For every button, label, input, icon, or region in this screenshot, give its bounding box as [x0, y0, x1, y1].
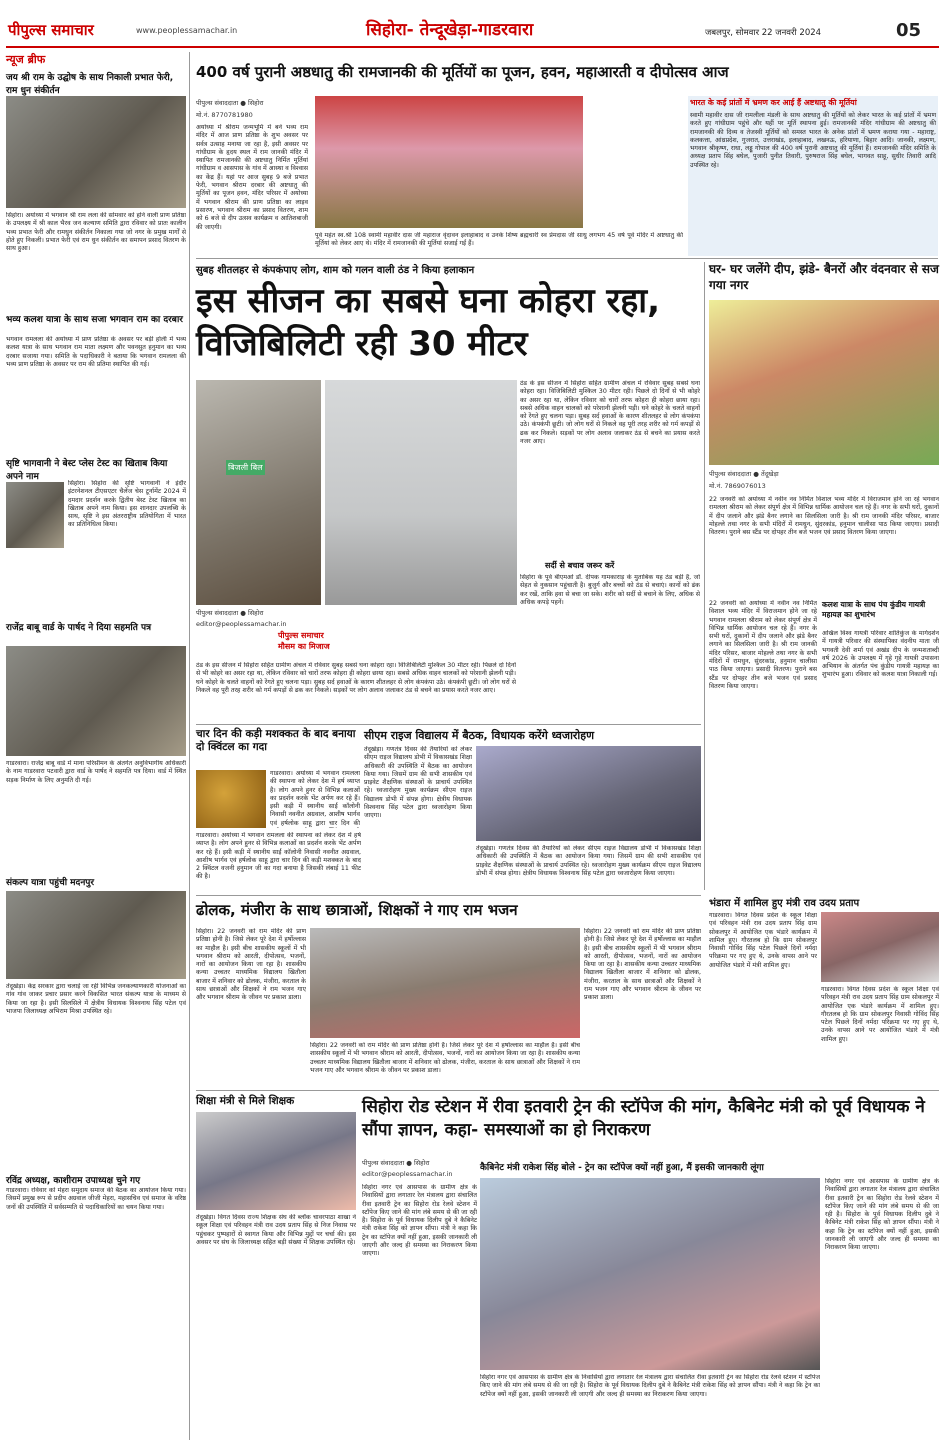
brief-3-title: सृष्टि भागवानी ने बेस्ट प्लेस टेस्ट का खिताब किया अपने नाम — [6, 459, 168, 482]
fog-tips-title: सर्दी से बचाव जरूर करें — [545, 561, 615, 570]
lead-byline: पीपुल्स संवाददाता ● सिहोरा — [196, 99, 264, 107]
teacher-divider — [196, 1090, 939, 1091]
lead-body: अयोध्या में श्रीराम जन्मभूमि में बने भव्य राम मंदिर में आज प्राण प्रतिष्ठा के शुभ अवसर पर सर्वत्र उत्साह मनाया जा रहा है, इसी अवसर पर गांधीग्राम के हृदय स्थल में राम जानकी मंदिर में स्थापित रामजानकी की अष्टधातु निर्मित मूर्तियां गांधीग्राम व आसपास के गांव में आस्था व विश्वास का केंद्र हैं। यहां पर आज सुबह 9 बजे प्रभात फेरी, भगवान श्रीराम दरबार की अष्टधातु की मूर्तियों का पूजन हवन, मंदिर परिसर में अयोध्या में भगवान श्रीराम की प्राण प्रतिष्ठा का लाइव प्रसारण, भगवान श्रीराम का प्रसाद वितरण, शाम को 6 बजे से दीप उत्सव कार्यक्रम व आतिशबाजी की जाएगी। — [196, 124, 308, 231]
brief-1-title: जय श्री राम के उद्घोष के साथ निकाली प्रभात फेरी, राम धुन संकीर्तन — [6, 73, 174, 96]
dholak-headline: ढोलक, मंजीरा के साथ छात्राओं, शिक्षकों ने गाए राम भजन — [196, 901, 518, 919]
news-brief-column — [6, 52, 186, 1442]
cmrise-body: तेंदूखेड़ा। गणतंत्र दिवस की तैयारियों को लेकर सीएम राइज विद्यालय डोभी में विकासखंड शिक्षा अधिकारी की उपस्थिति में बैठक का आयोजन किया गया। जिसमें ग्राम की सभी शासकीय एवं प्राइवेट शैक्षणिक संस्थाओं के प्राचार्य उपस्थित रहे। ध्वजारोहण मुख्य कार्यक्रम सीएम राइज विद्यालय डोभी में संपन्न होगा। क्षेत्रीय विधायक विश्वनाथ सिंह पटेल द्वारा ध्वजारोहण किया जाएगा। — [364, 746, 472, 820]
fog-email: editor@peoplessamachar.in — [196, 620, 287, 628]
train-email: editor@peoplessamachar.in — [362, 1170, 453, 1178]
brief-4-title: राजेंद्र बाबू वार्ड के पार्षद ने दिया सहमति पत्र — [6, 623, 152, 633]
brief-1-body: सिहोरा। अयोध्या में भगवान श्री राम लला की सोमवार को होने वाली प्राण प्रतिष्ठा के उपलक्ष्य में श्री काल भैरव जन कल्याण समिति द्वारा रविवार को प्रातः कालीन भव्य प्रभात फेरी और रामधुन संकीर्तन निकाला गया जो नगर के प्रमुख मार्गों से होते हुए निकली। प्रभात फेरी एवं राम धुन संकीर्तन का समापन प्रसाद वितरण के साथ हुआ। — [6, 212, 186, 253]
ghar-byline: पीपुल्स संवाददाता ● तेंदूखेड़ा — [709, 470, 779, 478]
bhandara-body: गाडरवारा। विगत दिवस प्रदेश के स्कूल शिक्षा एवं परिवहन मंत्री राव उदय प्रताप सिंह ग्राम सोकलपुर में आयोजित एक भंडारे कार्यक्रम में शामिल हुए। गौरतलब हो कि ग्राम सोकलपुर निवासी गोविंद सिंह पटेल पिछले दिनों नर्मदा परिक्रमा पर गए हुए थे, उनके वापस आने पर आयोजित भंडारे में मंत्री शामिल हुए। — [709, 912, 817, 969]
brief-5-body: तेंदूखेड़ा। केंद्र सरकार द्वारा चलाई जा रही विभिन्न जनकल्याणकारी योजनाओं का गांव गांव जाकर प्रचार प्रसार करने विकसित भारत संकल्प यात्रा के माध्यम से किया जा रहा है। इसी सिलसिले में क्षेत्रीय विधायक विश्वनाथ सिंह पटेल एवं भाजपा जिलाध्यक्ष अभिराम मिश्रा उपस्थित रहे। — [6, 983, 186, 1015]
lead-caption: पूर्व महंत स्व.श्री 108 स्वामी महावीर दास जी महाराज वृंदावन इलाहाबाद व उनके शिष्य ब्रह्मचारी स्व प्रेमदास जी साधु लगभग 45 वर्ष पूर्व मंदिर में अष्टधातु की मूर्तियां को लेकर आए थे। मंदिर में रामजानकी की मूर्तियां सजाई गईं हैं। — [315, 232, 683, 248]
lead-phone: मो.नं. 8770781980 — [196, 111, 253, 119]
brief-3-body: सिहोरा। सिहोरा की सृष्टि भागवानी ने इंदौर इंटरनेशनल टीएसएटर चैलेंज चेस टूर्नामेंट 2024 में दमदार प्रदर्शन करके द्वितीय बेस्ट टेस्ट खिताब का खिताब अपने नाम किया। इस शानदार उपलब्धि के साथ, सृष्टि ने इस अंतरराष्ट्रीय प्रतियोगिता में भारत का प्रतिनिधित्व किया। — [68, 480, 186, 529]
cmrise-photo — [476, 746, 701, 841]
fog-byline: पीपुल्स संवाददाता ● सिहोरा — [196, 609, 264, 617]
bhandara-photo — [821, 912, 939, 982]
brief-5-title: संकल्प यात्रा पहुंची मदनपुर — [6, 878, 95, 888]
brief-1-photo — [6, 96, 186, 208]
lead-photo-murti — [315, 96, 583, 228]
lead-sidebar-title: भारत के कई प्रांतों में भ्रमण कर आई हैं अष्टधातु की मूर्तियां — [690, 98, 857, 107]
dholak-body-continued: सिहोरा। 22 जनवरी को राम मंदिर की प्राण प्रतिष्ठा होनी है। जिसे लेकर पूरे देश में हर्षोल्लास का माहौल है। इसी बीच शासकीय स्कूलों में भी भगवान श्रीराम को आरती, दीपोत्सव, भजनों, नारों का आयोजन किया जा रहा है। शासकीय कन्या उच्चतर माध्यमिक विद्यालय खितौला बाजार में शनिवार को ढोलक, मंजीरा, करताल के साथ छात्राओं और शिक्षकों ने राम भजन गाए और भगवान श्रीराम के जीवन पर प्रकाश डाला। — [310, 1042, 580, 1074]
mausam-label: मौसम का मिजाज — [278, 642, 330, 651]
kalash-title: कलश यात्रा के साथ पंच कुंडीय गायत्री महायज्ञ का शुभारंभ — [822, 600, 926, 619]
ghar-phone: मो.नं. 7869076013 — [709, 482, 766, 490]
train-byline: पीपुल्स संवाददाता ● सिहोरा — [362, 1159, 430, 1167]
website-url: www.peoplessamachar.in — [136, 26, 238, 35]
teacher-photo — [196, 1112, 356, 1210]
dholak-body-right: सिहोरा। 22 जनवरी को राम मंदिर की प्राण प्रतिष्ठा होनी है। जिसे लेकर पूरे देश में हर्षोल्लास का माहौल है। इसी बीच शासकीय स्कूलों में भी भगवान श्रीराम को आरती, दीपोत्सव, भजनों, नारों का आयोजन किया जा रहा है। शासकीय कन्या उच्चतर माध्यमिक विद्यालय खितौला बाजार में शनिवार को ढोलक, मंजीरा, करताल के साथ छात्राओं और शिक्षकों ने राम भजन गाए और भगवान श्रीराम के जीवन पर प्रकाश डाला। — [584, 928, 701, 1002]
column-divider — [189, 52, 190, 1440]
fog-tips-body: सिहोरा के पूर्व बीएमओ डॉ. दीपक गामकाराड़ के मुताबिक यह ठंड बड़ी है, जो सेहत से नुकसान पहुंचाती है। बुजुर्ग और बच्चों को ठंड से बचाएं। कानों को ढंक कर रखें, ताकि हवा से बचा जा सके। शरीर को सर्दी से बचाने के लिए, अधिक से अधिक कपड़े पहनें। — [520, 574, 700, 606]
brief-3-photo — [6, 482, 64, 548]
fog-body-right: ठंड के इस सीजन में सिहोरा सहित ग्रामीण अंचल में रविवार सुबह सबसे घना कोहरा रहा। विजिबिलिटी मुश्किल 30 मीटर रही। पिछले दो दिनों से भी कोहरे का असर रहा था, लेकिन रविवार को चारों तरफ कोहरा ही कोहरा छाया रहा। सबसे अधिक वाहन चालकों को परेशानी झेलनी पड़ी। घने कोहरे के चलते वाहनों को रेंगते हुए चलना पड़ा। सुबह सर्द हवाओं के कारण शीतलहर से लोग कंपकंपा उठे। कंपकंपी छूटी। जो लोग घरों से निकले वह पूरी तरह शरीर को गर्म कपड़ों से ढक कर निकले। सड़कों पर लोग अलाव जलाकर ठंड से बचने का प्रयास करते नजर आए। — [520, 380, 700, 446]
bhandara-body-right: गाडरवारा। विगत दिवस प्रदेश के स्कूल शिक्षा एवं परिवहन मंत्री राव उदय प्रताप सिंह ग्राम सोकलपुर में आयोजित एक भंडारे कार्यक्रम में शामिल हुए। गौरतलब हो कि ग्राम सोकलपुर निवासी गोविंद सिंह पटेल पिछले दिनों नर्मदा परिक्रमा पर गए हुए थे, उनके वापस आने पर आयोजित भंडारे में मंत्री शामिल हुए। — [821, 986, 939, 1043]
brief-6-title: रविंद्र अध्यक्ष, काशीराम उपाध्यक्ष चुने गए — [6, 1176, 141, 1186]
lead-headline: 400 वर्ष पुरानी अष्ठधातु की रामजानकी की मूर्तियों का पूजन, हवन, महाआरती व दीपोत्सव आज — [196, 63, 729, 81]
brief-4-body: गाडरवारा। राजेंद्र बाबू वार्ड में माना परिसीमन के अंतर्गत अनुविभागीय अधिकारी के नाम गाडरवारा पटवारी द्वारा वार्ड के पार्षद ने सहमति पत्र दिया। वार्ड में स्थित सड़क निर्माण के लिए अनुमति दी गई। — [6, 760, 186, 784]
city-date: जबलपुर, सोमवार 22 जनवरी 2024 — [705, 28, 822, 38]
brief-2-title: भव्य कलश यात्रा के साथ सजा भगवान राम का दरबार — [6, 315, 183, 325]
train-photo — [480, 1178, 820, 1370]
ghar-body-continued: 22 जनवरी को अयोध्या में नवीन नव निर्मित विशाल भव्य मंदिर में विराजमान होने जा रहे भगवान रामलला श्रीराम को लेकर संपूर्ण क्षेत्र में विभिन्न धार्मिक आयोजन चल रहे हैं। नगर के सभी घरों, दुकानों में दीप जलाने और झंडे बैनर लगाने का सिलसिला जारी है। श्री राम जानकी मंदिर परिसर, बाजार मोहल्ले तथा नगर के सभी मंदिरों में रामधुन, सुंदरकांड, हनुमान चालीसा पाठ किया जाएगा। प्रसादी वितरण। पुराने बस स्टैंड पर दोपहर तीन बजे भजन एवं प्रसाद वितरण किया जाएगा। — [709, 600, 817, 690]
fog-kicker: सुबह शीतलहर से कंपकंपाए लोग, शाम को गलन वाली ठंड ने किया हलाकान — [196, 265, 475, 276]
bhandara-headline: भंडारा में शामिल हुए मंत्री राव उदय प्रताप — [709, 898, 860, 909]
fog-photo-woman — [196, 380, 321, 605]
news-brief-label: न्यूज ब्रीफ — [6, 53, 46, 66]
brief-4-photo — [6, 646, 186, 756]
lead-divider — [196, 258, 938, 259]
train-body: सिहोरा नगर एवं आसपास के ग्रामीण क्षेत्र के निवासियों द्वारा लगातार रेल मंत्रालय द्वारा संचालित रीवा इतवारी ट्रेन का सिहोरा रोड रेलवे स्टेशन में स्टॉपेज किए जाने की मांग लंबे समय से की जा रही है। सिहोरा के पूर्व विधायक दिलीप दुबे ने कैबिनेट मंत्री राकेश सिंह को ज्ञापन सौंपा। मंत्री ने कहा कि ट्रेन का स्टॉपेज क्यों नहीं हुआ, इसकी जानकारी ली जाएगी और जल्द ही समस्या का निराकरण किया जाएगा। — [362, 1184, 477, 1258]
brand-logo: पीपुल्स समाचार — [8, 21, 94, 39]
fog-body: ठंड के इस सीजन में सिहोरा सहित ग्रामीण अंचल में रविवार सुबह सबसे घना कोहरा रहा। विजिबिलिटी मुश्किल 30 मीटर रही। पिछले दो दिनों से भी कोहरे का असर रहा था, लेकिन रविवार को चारों तरफ कोहरा ही कोहरा छाया रहा। सबसे अधिक वाहन चालकों को परेशानी झेलनी पड़ी। घने कोहरे के चलते वाहनों को रेंगते हुए चलना पड़ा। सुबह सर्द हवाओं के कारण शीतलहर से लोग कंपकंपा उठे। कंपकंपी छूटी। जो लोग घरों से निकले वह पूरी तरह शरीर को गर्म कपड़ों से ढक कर निकले। सड़कों पर लोग अलाव जलाकर ठंड से बचने का प्रयास करते नजर आए। — [196, 662, 516, 694]
ghar-photo — [709, 300, 939, 465]
ghar-headline: घर- घर जलेंगे दीप, झंडे- बैनरों और वंदनवार से सज गया नगर — [709, 262, 939, 292]
lead-sidebar-body: स्वामी महावीर दास जी रामलीला मंडली के साथ अष्टधातु की मूर्तियों को लेकर भारत के कई प्रांतों में भ्रमण करते हुए गांधीग्राम पहुंचे और यहीं पर मूर्ति स्थापना हुई। रामजानकी मंदिर गांधीग्राम की अष्टधातु की रामजानकी की दिव्य व तेजस्वी मूर्तियों को समस्त भारत के अनेक प्रांतों में भ्रमण कराया गया - महाराष्ट्र, कलकत्ता, आंध्रप्रदेश, गुजरात, उत्तराखंड, इलाहाबाद, लखनऊ, हरियाणा, बिहार आदि। जानकी, लक्ष्मण, भगवान श्रीकृष्ण, राधा, लड्डू गोपाल की 400 वर्ष पुरानी अष्टधातु की मूर्तियां हैं। रामजानकी मंदिर समिति के अध्यक्ष प्रताप सिंह बघेल, पुजारी पुनीत तिवारी, पुरुषराज सिंह बघेल, भागवत साहू, सुधीर तिवारी आदि उपस्थित रहे। — [690, 112, 936, 169]
mausam-brand: पीपुल्स समाचार — [278, 631, 324, 640]
gada-photo — [196, 770, 266, 828]
masthead-rule — [6, 46, 939, 48]
brief-5-photo — [6, 891, 186, 979]
page-number: 05 — [896, 20, 922, 41]
train-headline: सिहोरा रोड स्टेशन में रीवा इतवारी ट्रेन की स्टॉपेज की मांग, कैबिनेट मंत्री को पूर्व विधायक ने सौंपा ज्ञापन, कहा- समस्याओं का हो निराकरण — [362, 1097, 925, 1140]
brief-2-body: भगवान रामलला की अयोध्या में प्राण प्रतिष्ठा के अवसर पर बड़ी होली में भव्य कलश यात्रा के साथ भगवान राम माता लक्ष्मण और पवनसुत हनुमान का भव्य दरबार सजाया गया। समिति के पदाधिकारी ने बताया कि भगवान रामलला की भव्य प्राण प्रतिष्ठा के अवसर पर राम की प्रतिमा स्थापित की गई। — [6, 336, 186, 368]
fog-headline: इस सीजन का सबसे घना कोहरा रहा, विजिबिलिटी रही 30 मीटर — [196, 281, 661, 364]
cmrise-headline: सीएम राइज विद्यालय में बैठक, विधायक करेंगे ध्वजारोहण — [364, 729, 595, 742]
gada-divider — [196, 724, 701, 725]
kalash-body: अखिल विश्व गायत्री परिवार शांतिकुंज के मार्गदर्शन में गायत्री परिवार की संस्थापिका वंदनीय माता जी भगवती देवी शर्मा एवं अखंड दीप के जन्मशताब्दी वर्ष 2026 के उपलक्ष्य में गृहे गृहे गायत्री उपासना अभियान के अंतर्गत पंच कुंडीय गायत्री महायज्ञ का शुभारंभ हुआ। रविवार को कलश यात्रा निकाली गई। — [822, 630, 939, 679]
fog-photo-road — [325, 380, 517, 605]
mausam-box — [278, 630, 373, 660]
ghar-body: 22 जनवरी को अयोध्या में नवीन नव निर्मित विशाल भव्य मंदिर में विराजमान होने जा रहे भगवान रामलला श्रीराम को लेकर संपूर्ण क्षेत्र में विभिन्न धार्मिक आयोजन चल रहे हैं। नगर के सभी घरों, दुकानों में दीप जलाने और झंडे बैनर लगाने का सिलसिला जारी है। श्री राम जानकी मंदिर परिसर, बाजार मोहल्ले तथा नगर के सभी मंदिरों में रामधुन, सुंदरकांड, हनुमान चालीसा पाठ किया जाएगा। प्रसादी वितरण। पुराने बस स्टैंड पर दोपहर तीन बजे भजन एवं प्रसाद वितरण किया जाएगा। — [709, 496, 939, 537]
teacher-body: तेंदूखेड़ा। विगत दिवस राज्य शिक्षक संघ की ब्लॉक चावरपाठा शाखा ने स्कूल शिक्षा एवं परिवहन मंत्री राव उदय प्रताप सिंह से निज निवास पर पहुंचकर पुष्पहारों से स्वागत किया और विभिन्न मुद्दों पर चर्चा की। इस अवसर पर संघ के जिलाध्यक्ष सहित बड़ी संख्या में शिक्षक उपस्थित रहे। — [196, 1214, 356, 1246]
right-column-divider — [704, 262, 705, 890]
train-quote: कैबिनेट मंत्री राकेश सिंह बोले - ट्रेन का स्टॉपेज क्यों नहीं हुआ, मैं इसकी जानकारी लूंगा — [480, 1163, 764, 1173]
gada-body-full: गाडरवारा। अयोध्या में भगवान रामलला की स्थापना को लेकर देश में हर्ष व्याप्त है। लोग अपने हुनर से विभिन्न कलाओं का प्रदर्शन करके भेंट अर्पण कर रहे हैं। इसी कड़ी में स्थानीय साईं कॉलोनी निवासी नवनीत अग्रवाल, आशीष भार्गव एवं हर्षलोक साहू द्वारा चार दिन की कड़ी मशक्कत के बाद 2 क्विंटल वजनी हनुमान जी का गदा बनाया है जिसकी लंबाई 11 फीट की है। — [196, 832, 361, 881]
train-body-right: सिहोरा नगर एवं आसपास के ग्रामीण क्षेत्र के निवासियों द्वारा लगातार रेल मंत्रालय द्वारा संचालित रीवा इतवारी ट्रेन का सिहोरा रोड रेलवे स्टेशन में स्टॉपेज किए जाने की मांग लंबे समय से की जा रही है। सिहोरा के पूर्व विधायक दिलीप दुबे ने कैबिनेट मंत्री राकेश सिंह को ज्ञापन सौंपा। मंत्री ने कहा कि ट्रेन का स्टॉपेज क्यों नहीं हुआ, इसकी जानकारी ली जाएगी और जल्द ही समस्या का निराकरण किया जाएगा। — [825, 1178, 939, 1252]
dholak-divider — [196, 895, 701, 896]
dholak-body: सिहोरा। 22 जनवरी को राम मंदिर की प्राण प्रतिष्ठा होनी है। जिसे लेकर पूरे देश में हर्षोल्लास का माहौल है। इसी बीच शासकीय स्कूलों में भी भगवान श्रीराम को आरती, दीपोत्सव, भजनों, नारों का आयोजन किया जा रहा है। शासकीय कन्या उच्चतर माध्यमिक विद्यालय खितौला बाजार में शनिवार को ढोलक, मंजीरा, करताल के साथ छात्राओं और शिक्षकों ने राम भजन गाए और भगवान श्रीराम के जीवन पर प्रकाश डाला। — [196, 928, 306, 1002]
brief-6-body: गाडरवारा। रविवार को मेहरा समुदाय समाज की बैठक का आयोजन किया गया। जिसमें प्रमुख रूप से प्रदीप अग्रवाल जीजी मेहरा, महासचिव एवं समाज के वरिष्ठ जनों की उपस्थिति में सर्वसम्मति से पदाधिकारियों का चयन किया गया। — [6, 1187, 186, 1211]
teacher-headline: शिक्षा मंत्री से मिले शिक्षक — [196, 1095, 295, 1107]
masthead — [0, 0, 945, 50]
section-title: सिहोरा- तेन्दूखेड़ा-गाडरवारा — [366, 20, 534, 40]
gada-body: गाडरवारा। अयोध्या में भगवान रामलला की स्थापना को लेकर देश में हर्ष व्याप्त है। लोग अपने हुनर से विभिन्न कलाओं का प्रदर्शन करके भेंट अर्पण कर रहे हैं। इसी कड़ी में स्थानीय साईं कॉलोनी निवासी नवनीत अग्रवाल, आशीष भार्गव एवं हर्षलोक साहू द्वारा चार दिन की — [270, 770, 360, 827]
lead-sidebar — [688, 96, 938, 256]
dholak-photo — [310, 928, 580, 1038]
gada-headline: चार दिन की कड़ी मशक्कत के बाद बनाया दो क्विंटल का गदा — [196, 728, 356, 754]
fog-photo-sign: बिजली बिल — [226, 460, 265, 475]
cmrise-body-continued: तेंदूखेड़ा। गणतंत्र दिवस की तैयारियों को लेकर सीएम राइज विद्यालय डोभी में विकासखंड शिक्षा अधिकारी की उपस्थिति में बैठक का आयोजन किया गया। जिसमें ग्राम की सभी शासकीय एवं प्राइवेट शैक्षणिक संस्थाओं के प्राचार्य उपस्थित रहे। ध्वजारोहण मुख्य कार्यक्रम सीएम राइज विद्यालय डोभी में संपन्न होगा। क्षेत्रीय विधायक विश्वनाथ सिंह पटेल द्वारा ध्वजारोहण किया जाएगा। — [476, 845, 701, 877]
train-body-bottom: सिहोरा नगर एवं आसपास के ग्रामीण क्षेत्र के निवासियों द्वारा लगातार रेल मंत्रालय द्वारा संचालित रीवा इतवारी ट्रेन का सिहोरा रोड रेलवे स्टेशन में स्टॉपेज किए जाने की मांग लंबे समय से की जा रही है। सिहोरा के पूर्व विधायक दिलीप दुबे ने कैबिनेट मंत्री राकेश सिंह को ज्ञापन सौंपा। मंत्री ने कहा कि ट्रेन का स्टॉपेज क्यों नहीं हुआ, इसकी जानकारी ली जाएगी और जल्द ही समस्या का निराकरण किया जाएगा। — [480, 1374, 820, 1398]
